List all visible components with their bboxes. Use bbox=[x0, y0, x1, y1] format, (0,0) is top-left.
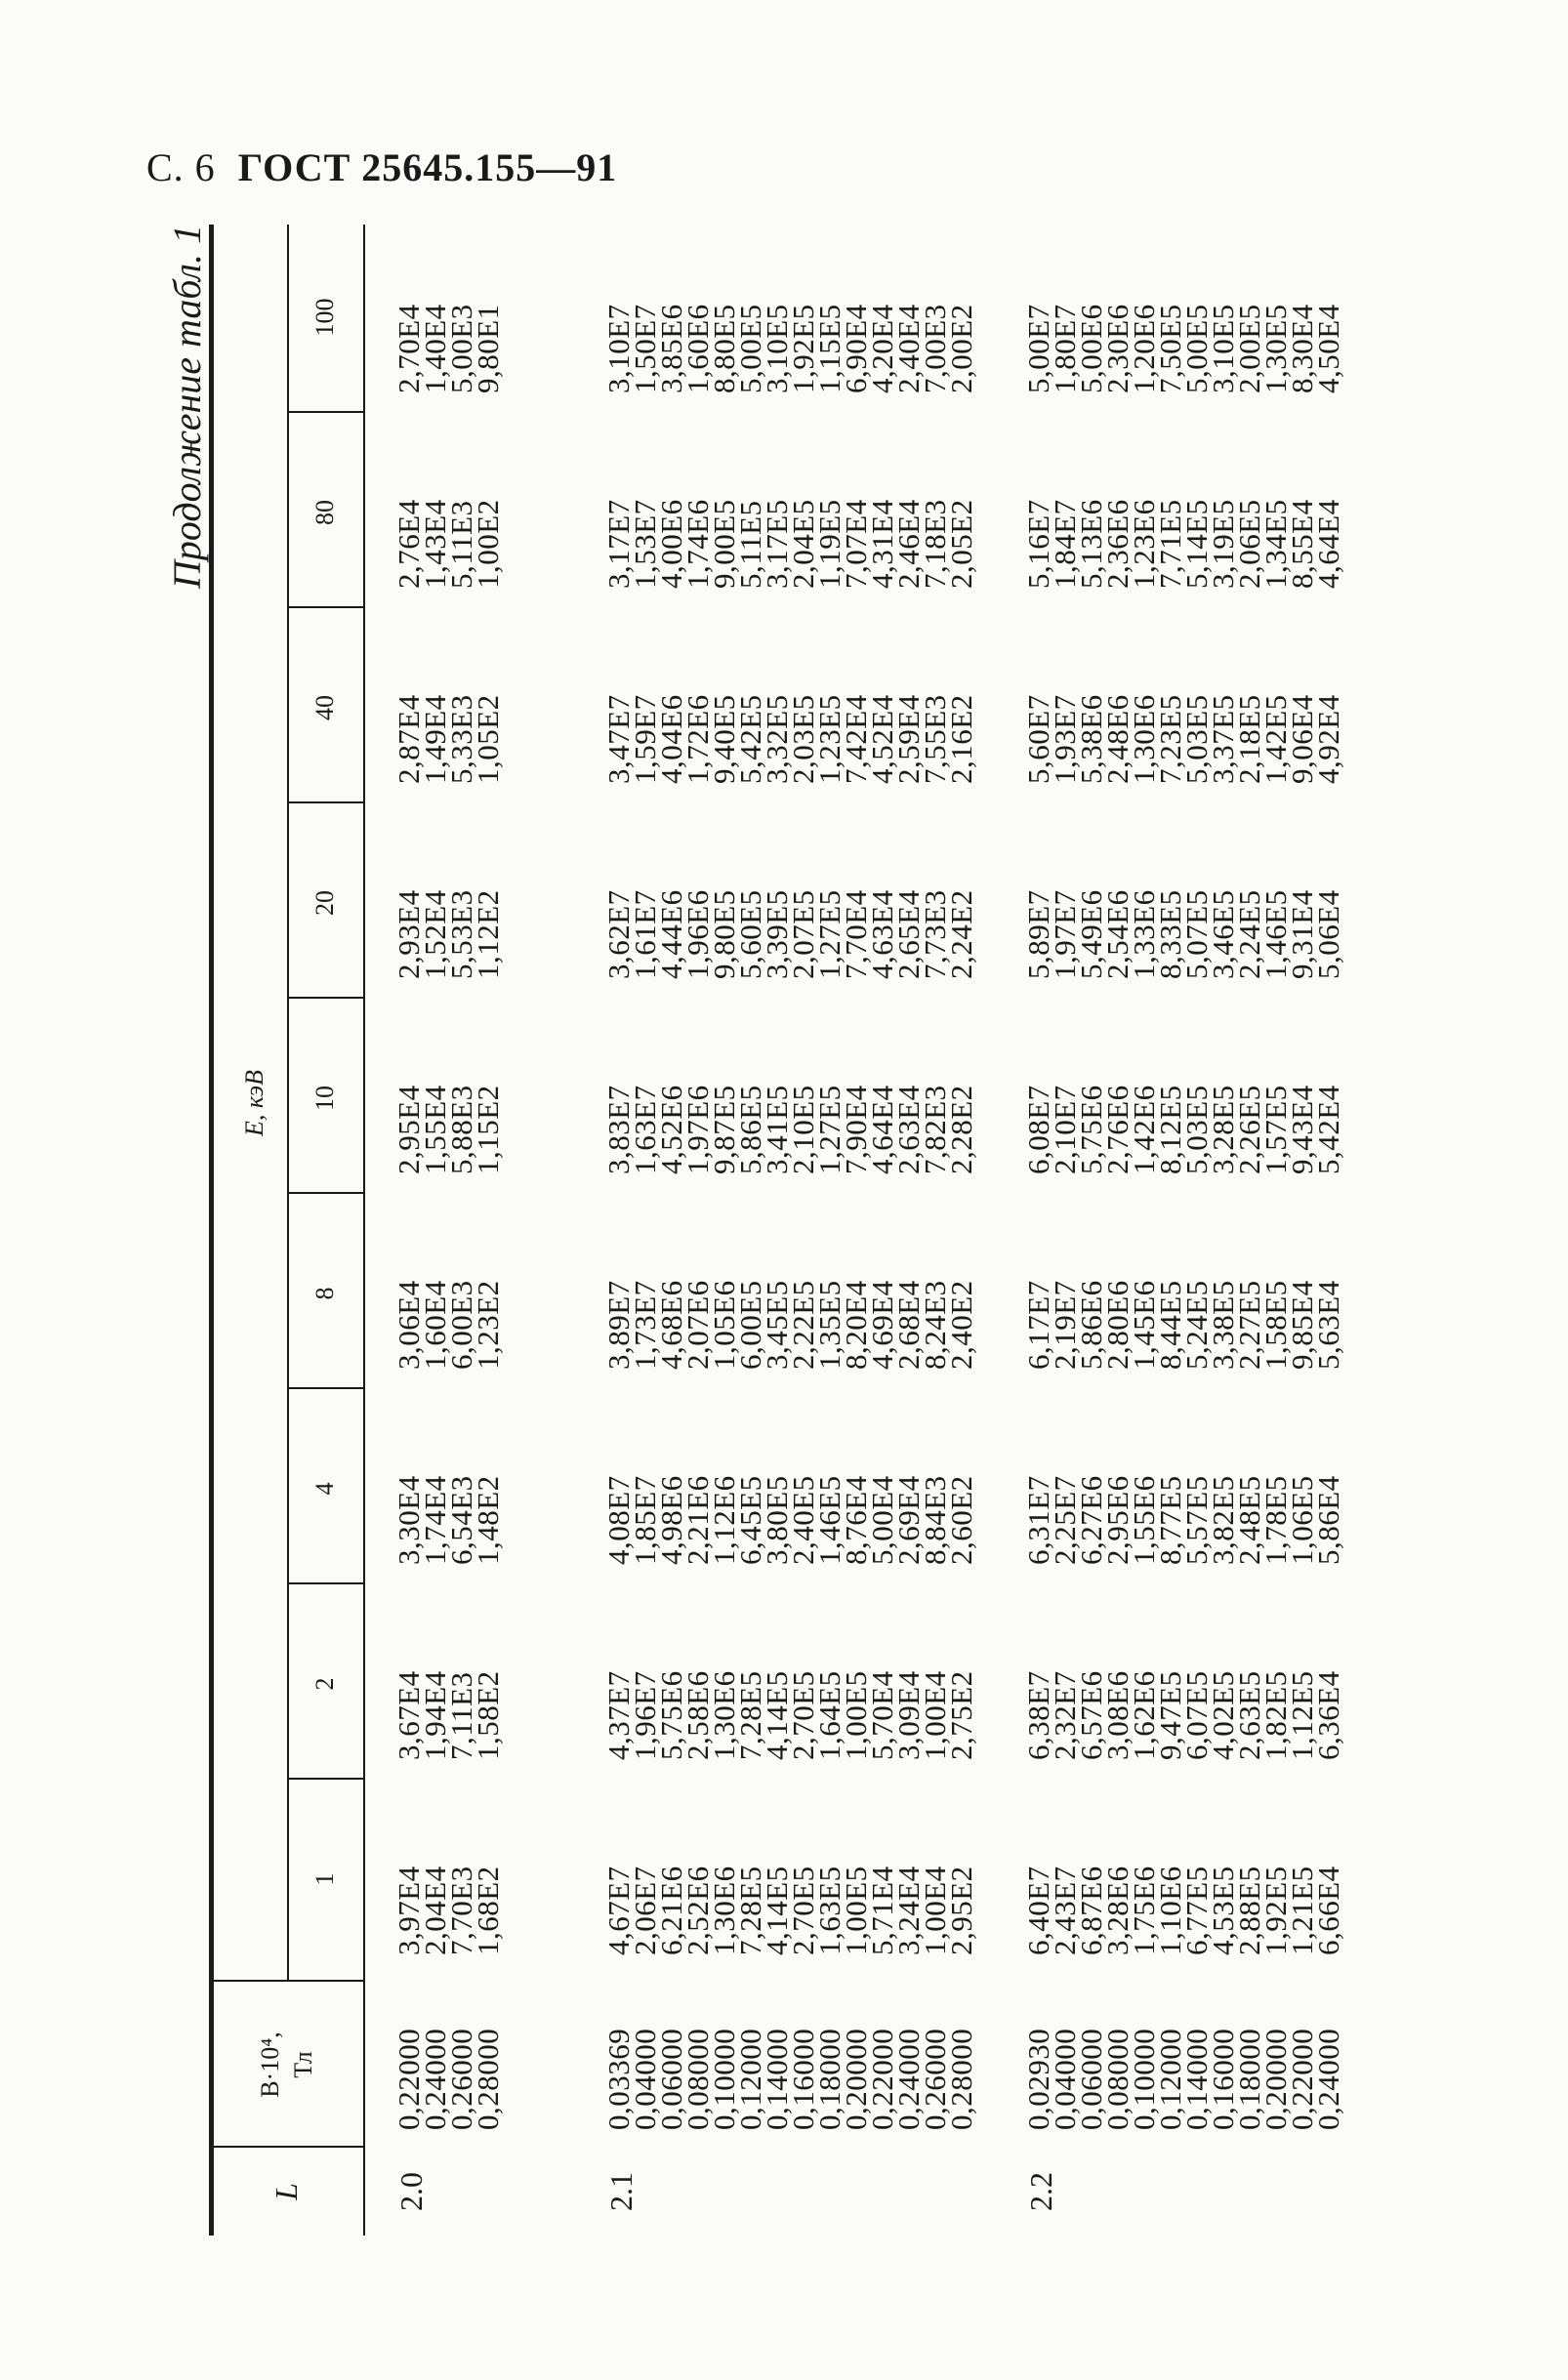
header-divider-B bbox=[209, 1980, 363, 1982]
b-column: 0,03369 0,04000 0,06000 0,08000 0,10000 0,12000 0,14000 0,16000 0,18000 0,20000 0,22000 0,24000 0,26000 0,28000 bbox=[601, 2028, 978, 2130]
group-L-value: 2.2 bbox=[1023, 2172, 1058, 2211]
flux-column-40-kev: 3,47E7 1,59E7 4,04E6 1,72E6 9,40E5 5,42E5 3,32E5 2,03E5 1,23E5 7,42E4 4,52E4 2,59E4 7,55E3 2,16E2 bbox=[601, 694, 978, 784]
energy-header-rule bbox=[287, 225, 289, 1982]
flux-column-40-kev: 2,87E4 1,49E4 5,33E3 1,05E2 bbox=[392, 694, 505, 784]
flux-column-100-kev: 2,70E4 1,40E4 5,00E3 9,80E1 bbox=[392, 304, 505, 393]
data-table bbox=[146, 225, 1513, 2236]
flux-column-1-kev: 6,40E7 2,43E7 6,87E6 3,28E6 1,75E6 1,10E6 6,77E5 4,53E5 2,88E5 1,92E5 1,21E5 6,66E4 bbox=[1021, 1866, 1345, 1955]
table-top-rule bbox=[209, 225, 214, 2236]
group-L-value: 2.0 bbox=[393, 2172, 429, 2211]
group-L-value: 2.1 bbox=[603, 2172, 639, 2211]
flux-column-10-kev: 3,83E7 1,63E7 4,52E6 1,97E6 9,87E5 5,86E5 3,41E5 2,10E5 1,27E5 7,90E4 4,64E4 2,63E4 7,82E3 2,28E2 bbox=[601, 1085, 978, 1174]
flux-column-10-kev: 2,95E4 1,55E4 5,88E3 1,15E2 bbox=[392, 1085, 505, 1174]
header-B-unit: Тл bbox=[289, 2051, 317, 2078]
flux-column-8-kev: 3,89E7 1,73E7 4,68E6 2,07E6 1,05E6 6,00E5 3,45E5 2,22E5 1,35E5 8,20E4 4,69E4 2,68E4 8,24E3 2,40E2 bbox=[601, 1280, 978, 1370]
b-column: 0,02930 0,04000 0,06000 0,08000 0,10000 0,12000 0,14000 0,16000 0,18000 0,20000 0,22000 0,24000 bbox=[1021, 2028, 1345, 2130]
flux-column-100-kev: 5,00E7 1,80E7 5,00E6 2,30E6 1,20E6 7,50E5 5,00E5 3,10E5 2,00E5 1,30E5 8,30E4 4,50E4 bbox=[1021, 304, 1345, 393]
flux-column-20-kev: 2,93E4 1,52E4 5,53E3 1,12E2 bbox=[392, 889, 505, 979]
header-bottom-rule bbox=[363, 225, 365, 2236]
flux-column-2-kev: 3,67E4 1,94E4 7,11E3 1,58E2 bbox=[392, 1670, 505, 1760]
flux-column-40-kev: 5,60E7 1,93E7 5,38E6 2,48E6 1,30E6 7,23E5 5,03E5 3,37E5 2,18E5 1,42E5 9,06E4 4,92E4 bbox=[1021, 694, 1345, 784]
header-energy-100: 100 bbox=[310, 298, 339, 337]
header-energy-20: 20 bbox=[310, 890, 339, 916]
flux-column-4-kev: 4,08E7 1,85E7 4,98E6 2,21E6 1,12E6 6,45E5 3,80E5 2,40E5 1,46E5 8,76E4 5,00E4 2,69E4 8,84E3 2,60E2 bbox=[601, 1475, 978, 1565]
flux-column-80-kev: 3,17E7 1,53E7 4,00E6 1,74E6 9,00E5 5,11E5 3,17E5 2,04E5 1,19E5 7,07E4 4,31E4 2,46E4 7,18E3 2,05E2 bbox=[601, 499, 978, 589]
header-energy-1: 1 bbox=[310, 1872, 339, 1886]
flux-column-80-kev: 5,16E7 1,84E7 5,13E6 2,36E6 1,23E6 7,71E5 5,14E5 3,19E5 2,06E5 1,34E5 8,55E4 4,64E4 bbox=[1021, 499, 1345, 589]
header-energy-4: 4 bbox=[310, 1482, 339, 1496]
page-number: С. 6 bbox=[146, 145, 216, 189]
flux-column-10-kev: 6,08E7 2,10E7 5,75E6 2,76E6 1,42E6 8,12E5 5,03E5 3,28E5 2,26E5 1,57E5 9,43E4 5,42E4 bbox=[1021, 1085, 1345, 1174]
header-energy-group: E, кэВ bbox=[240, 1069, 268, 1137]
table-caption: Продолжение табл. 1 bbox=[165, 225, 209, 590]
flux-column-1-kev: 3,97E4 2,04E4 7,70E3 1,68E2 bbox=[392, 1866, 505, 1955]
header-energy-40: 40 bbox=[310, 695, 339, 720]
flux-column-20-kev: 3,62E7 1,61E7 4,44E6 1,96E6 9,80E5 5,60E5 3,39E5 2,07E5 1,27E5 7,70E4 4,63E4 2,65E4 7,73E3 2,24E2 bbox=[601, 889, 978, 979]
flux-column-20-kev: 5,89E7 1,97E7 5,49E6 2,54E6 1,33E6 8,33E5 5,07E5 3,46E5 2,24E5 1,46E5 9,31E4 5,06E4 bbox=[1021, 889, 1345, 979]
header-energy-80: 80 bbox=[310, 500, 339, 525]
page-header bbox=[146, 144, 617, 190]
flux-column-8-kev: 3,06E4 1,60E4 6,00E3 1,23E2 bbox=[392, 1280, 505, 1370]
header-energy-2: 2 bbox=[310, 1677, 339, 1691]
flux-column-2-kev: 6,38E7 2,32E7 6,57E6 3,08E6 1,62E6 9,47E5 6,07E5 4,02E5 2,63E5 1,82E5 1,12E5 6,36E4 bbox=[1021, 1670, 1345, 1760]
header-energy-10: 10 bbox=[310, 1086, 339, 1111]
flux-column-4-kev: 3,30E4 1,74E4 6,54E3 1,48E2 bbox=[392, 1475, 505, 1565]
flux-column-4-kev: 6,31E7 2,25E7 6,27E6 2,95E6 1,55E6 8,77E5 5,57E5 3,82E5 2,48E5 1,78E5 1,06E5 5,86E4 bbox=[1021, 1475, 1345, 1565]
flux-column-8-kev: 6,17E7 2,19E7 5,86E6 2,80E6 1,45E6 8,44E5 5,24E5 3,38E5 2,27E5 1,58E5 9,85E4 5,63E4 bbox=[1021, 1280, 1345, 1370]
flux-column-100-kev: 3,10E7 1,50E7 3,85E6 1,60E6 8,80E5 5,00E5 3,10E5 1,92E5 1,15E5 6,90E4 4,20E4 2,40E4 7,00E3 2,00E2 bbox=[601, 304, 978, 393]
flux-column-80-kev: 2,76E4 1,43E4 5,11E3 1,00E2 bbox=[392, 499, 505, 589]
header-L: L bbox=[268, 2183, 304, 2200]
header-B: B·10⁴, bbox=[256, 2031, 284, 2098]
flux-column-2-kev: 4,37E7 1,96E7 5,75E6 2,58E6 1,30E6 7,28E5 4,14E5 2,70E5 1,64E5 1,00E5 5,70E4 3,09E4 1,00E4 2,75E2 bbox=[601, 1670, 978, 1760]
standard-title: ГОСТ 25645.155—91 bbox=[237, 145, 618, 189]
b-column: 0,22000 0,24000 0,26000 0,28000 bbox=[392, 2028, 505, 2130]
header-energy-8: 8 bbox=[310, 1287, 339, 1300]
flux-column-1-kev: 4,67E7 2,06E7 6,21E6 2,52E6 1,30E6 7,28E5 4,14E5 2,70E5 1,63E5 1,00E5 5,71E4 3,24E4 1,00E4 2,95E2 bbox=[601, 1866, 978, 1955]
